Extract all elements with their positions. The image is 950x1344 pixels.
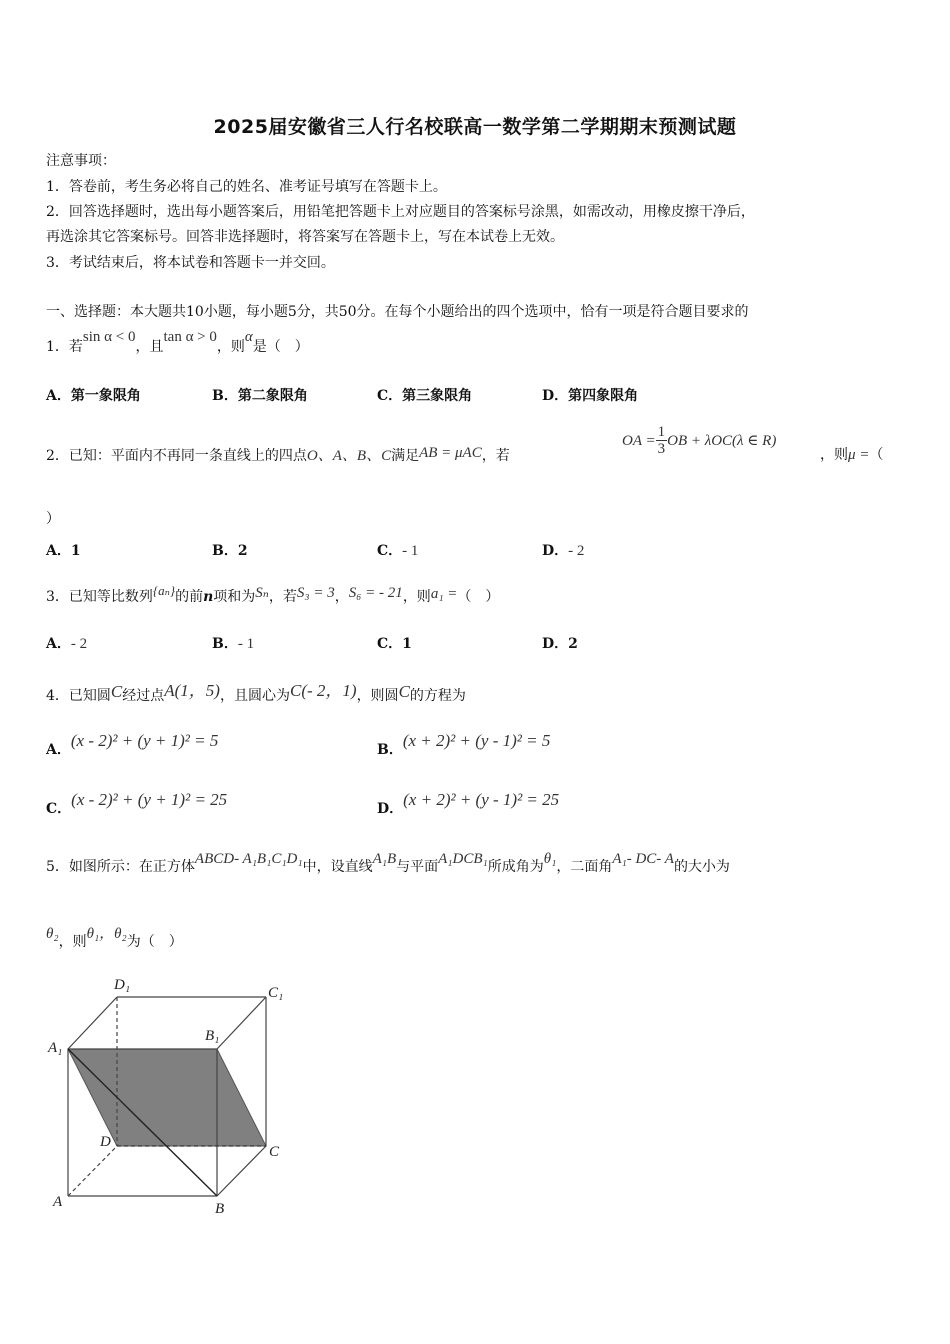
q1-tail: 是（ ）	[252, 339, 309, 355]
q2-prefix: 2．已知：平面内不再同一条直线上的四点	[46, 448, 307, 464]
q3-mid2: 项和为	[213, 589, 256, 605]
q3-option-d[interactable]	[542, 633, 578, 653]
q1-option-a-text: 第一象限角	[70, 388, 141, 404]
q3-option-c-label: C．	[377, 636, 403, 652]
q1-cond-tan: tan α > 0	[163, 329, 217, 345]
q1-mid2: ，则	[216, 339, 245, 355]
question-1	[46, 329, 309, 356]
q2-mid3: ，则	[820, 447, 848, 463]
q2-option-c-label: C．	[377, 543, 403, 559]
q2-points: O、A、B、C	[306, 448, 392, 464]
q3-mid3: ，若	[268, 589, 297, 605]
q2-option-b[interactable]	[212, 540, 248, 560]
q3-mid: 的前	[175, 589, 204, 605]
q4-option-b[interactable]	[377, 731, 551, 758]
q4-mid2: ，且圆心为	[219, 688, 290, 704]
q1-mid: ，且	[135, 339, 164, 355]
q2-lhs: OA =	[622, 433, 656, 449]
q3-option-b-text: - 1	[237, 636, 255, 652]
q1-option-b-text: 第二象限角	[237, 388, 308, 404]
q4-prefix: 4．已知圆	[46, 688, 111, 704]
q3-option-b-label: B．	[212, 636, 238, 652]
q2-rhs: OB + λOC(λ ∈ R)	[667, 433, 777, 449]
q5-cube: ABCD- A₁B₁C₁D₁	[194, 851, 303, 867]
q2-paren-close: ）	[46, 511, 60, 527]
label-b1: B₁	[205, 1028, 220, 1044]
label-d1: D₁	[114, 977, 131, 993]
q4-option-c-text: (x - 2)² + (y + 1)² = 25	[71, 790, 228, 809]
q3-seq: {aₙ}	[152, 583, 176, 598]
q4-c: C	[110, 682, 123, 701]
q2-option-b-label: B．	[212, 543, 238, 559]
notice-item-2-cont: 再选涂其它答案标号。回答非选择题时，将答案写在答题卡上，写在本试卷上无效。	[46, 229, 564, 245]
cube-figure	[40, 970, 310, 1220]
edge-ad-hidden	[68, 1146, 117, 1196]
q1-option-d-text: 第四象限角	[568, 388, 639, 404]
q3-option-b[interactable]	[212, 633, 254, 653]
label-b: B	[215, 1201, 225, 1217]
q3-tail: （ ）	[457, 589, 500, 605]
q3-option-d-text: 2	[568, 636, 578, 652]
q2-option-a[interactable]	[46, 540, 81, 560]
q2-mid: 满足	[391, 448, 420, 464]
q3-option-c[interactable]	[377, 633, 412, 653]
q4-option-d[interactable]	[377, 790, 560, 817]
question-3	[46, 583, 500, 606]
label-a1: A₁	[48, 1040, 63, 1056]
q2-mu: μ =	[848, 447, 870, 463]
q2-option-d-text: - 2	[568, 543, 585, 559]
notice-item-3: 3．考试结束后，将本试卷和答题卡一并交回。	[46, 255, 335, 271]
q4-option-b-text: (x + 2)² + (y - 1)² = 5	[402, 731, 551, 750]
q5-mid3: 所成角为	[487, 859, 544, 875]
q3-a1: a₁ =	[430, 586, 458, 602]
q2-option-c[interactable]	[377, 540, 418, 560]
q3-option-a[interactable]	[46, 633, 87, 653]
question-4	[46, 680, 466, 705]
notice-item-1: 1．答卷前，考生务必将自己的姓名、准考证号填写在答题卡上。	[46, 179, 447, 195]
q2-relation: AB = μAC	[419, 445, 482, 461]
q2-option-d[interactable]	[542, 540, 584, 560]
q5-theta2: θ₂	[46, 926, 59, 942]
q1-option-b[interactable]	[212, 385, 308, 405]
q3-prefix: 3．已知等比数列	[46, 589, 153, 605]
q3-sn: Sₙ	[255, 585, 269, 601]
q5-line: A₁B	[372, 851, 397, 867]
q4-option-b-label: B．	[377, 742, 403, 758]
q2-option-a-label: A．	[46, 543, 71, 559]
q5-theta-pair: θ₁，θ₂	[86, 926, 127, 942]
q4-option-a-text: (x - 2)² + (y + 1)² = 5	[70, 731, 219, 750]
q2-fraction	[656, 424, 668, 457]
q4-mid: 经过点	[122, 688, 165, 704]
q2-option-c-text: - 1	[402, 543, 419, 559]
notice-heading: 注意事项：	[46, 153, 116, 169]
notice-item-2: 2．回答选择题时，选出每小题答案后，用铅笔把答题卡上对应题目的答案标号涂黑，如需改动，用橡皮擦干净后，	[46, 204, 755, 220]
q5-mid2: 与平面	[396, 859, 439, 875]
q4-option-d-label: D．	[377, 801, 404, 817]
q2-option-d-label: D．	[542, 543, 569, 559]
question-5-cont	[46, 926, 183, 951]
q2-frac-num: 1	[657, 424, 666, 440]
q3-comma: ，	[334, 589, 349, 605]
label-d: D	[100, 1134, 111, 1150]
q3-option-a-text: - 2	[70, 636, 88, 652]
edge-bc	[217, 1146, 266, 1196]
q4-point-a: A(1，5)	[164, 681, 220, 700]
q2-ask	[820, 444, 883, 464]
q4-center: C(- 2，1)	[289, 681, 357, 700]
q1-option-c-label: C．	[377, 388, 403, 404]
q2-vector-equation	[622, 424, 776, 457]
q5-mid: 中，设直线	[302, 859, 373, 875]
q3-mid4: ，则	[402, 589, 431, 605]
q2-paren-open: （	[869, 447, 884, 463]
page-title: 2025届安徽省三人行名校联高一数学第二学期期末预测试题	[213, 116, 737, 138]
q1-prefix: 1．若	[46, 339, 83, 355]
q3-option-d-label: D．	[542, 636, 569, 652]
edge-b1c1	[217, 997, 266, 1049]
q2-mid2: ，若	[481, 448, 510, 464]
q2-option-b-text: 2	[237, 543, 248, 559]
q5-mid5: 的大小为	[673, 859, 730, 875]
section-heading: 一、选择题：本大题共10小题，每小题5分，共50分。在每个小题给出的四个选项中，恰有一项是符合题目要求的	[46, 304, 749, 320]
q5-mid6: ，则	[58, 934, 87, 950]
q4-option-a-label: A．	[46, 742, 71, 758]
q2-frac-den: 3	[657, 441, 666, 457]
q5-tail: 为（ ）	[126, 934, 183, 950]
q1-cond-sin: sin α < 0	[82, 329, 136, 345]
question-2	[46, 444, 510, 465]
q5-dihedral: A₁- DC- A	[612, 851, 674, 867]
q1-var: α	[244, 329, 253, 345]
q4-option-c[interactable]	[46, 790, 228, 817]
q1-option-c-text: 第三象限角	[402, 388, 473, 404]
q1-option-a-label: A．	[46, 388, 71, 404]
q3-option-c-text: 1	[402, 636, 412, 652]
edge-a1d1	[68, 997, 117, 1049]
q5-mid4: ，二面角	[556, 859, 613, 875]
q5-theta1: θ₁	[543, 851, 557, 867]
q3-s6: S₆ = - 21	[348, 585, 403, 601]
q4-option-a[interactable]	[46, 731, 219, 758]
q4-mid3: ，则圆	[356, 688, 399, 704]
shaded-plane-a1b1cd	[68, 1049, 266, 1146]
q3-s3: S₃ = 3	[296, 585, 335, 601]
label-a: A	[53, 1194, 63, 1210]
q3-n: n	[203, 589, 214, 605]
label-c1: C₁	[268, 985, 284, 1001]
q5-plane: A₁DCB₁	[438, 851, 488, 867]
q4-c2: C	[398, 682, 410, 701]
q4-option-c-label: C．	[46, 801, 72, 817]
label-c: C	[269, 1144, 280, 1160]
q4-option-d-text: (x + 2)² + (y - 1)² = 25	[403, 790, 560, 809]
q5-prefix: 5．如图所示：在正方体	[46, 859, 195, 875]
q3-option-a-label: A．	[46, 636, 71, 652]
q1-option-d[interactable]	[542, 385, 638, 405]
q1-option-a[interactable]	[46, 385, 141, 405]
q2-option-a-text: 1	[70, 543, 81, 559]
q4-tail: 的方程为	[409, 688, 466, 704]
q1-option-b-label: B．	[212, 388, 238, 404]
q1-option-c[interactable]	[377, 385, 472, 405]
question-5	[46, 851, 730, 876]
q1-option-d-label: D．	[542, 388, 569, 404]
